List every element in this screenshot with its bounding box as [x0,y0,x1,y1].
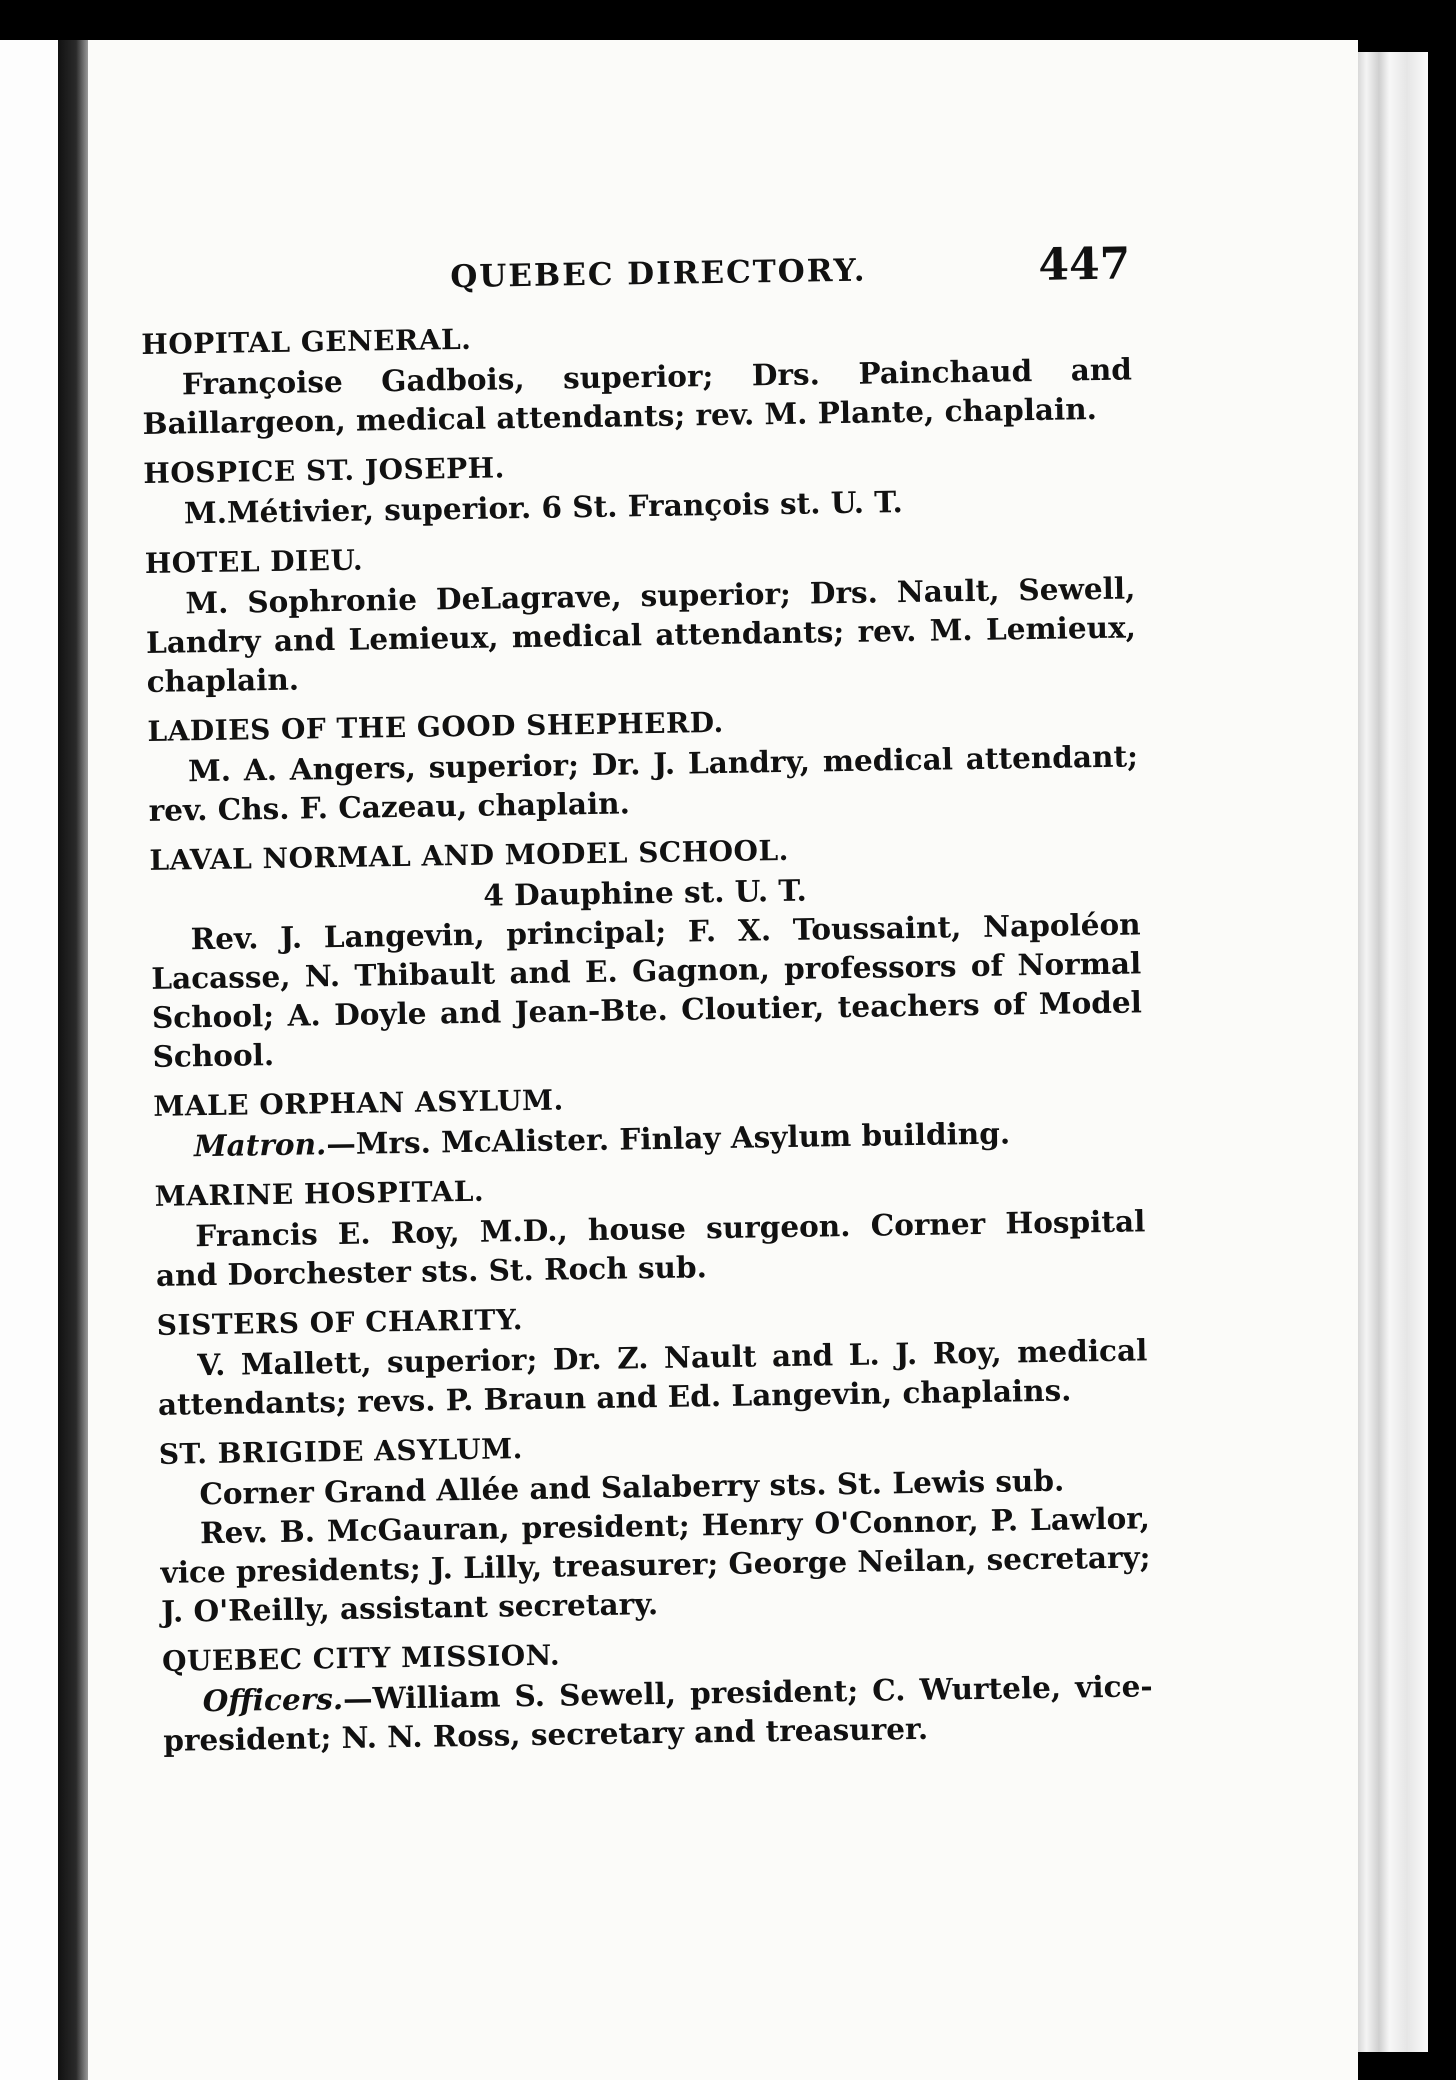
role-label: Officers. [202,1680,344,1719]
entry-text: Rev. B. McGauran, president; Henry O'Connor, P. Lawlor, vice presidents; J. Lilly, treasurer; George Neilan, secretary; J. O'Reilly, assistant secretary. [160,1500,1151,1629]
entry-text: V. Mallett, superior; Dr. Z. Nault and L. J. Roy, medical attendants; revs. P. Braun and Ed. Langevin, chaplains. [157,1332,1148,1422]
entry-address: 4 Dauphine st. U. T. [483,872,808,913]
page-text [140,238,1153,1759]
entry-text: —William S. Sewell, president; C. Wurtele, vice-president; N. N. Ross, secretary and treasurer. [163,1668,1153,1758]
directory-entry [153,1074,1144,1166]
entry-heading: ST. BRIGIDE ASYLUM. [158,1432,524,1471]
entry-text-line [162,1666,1153,1760]
entry-heading: LADIES OF THE GOOD SHEPHERD. [147,705,725,748]
role-label: Matron. [193,1126,327,1164]
running-head-title: QUEBEC DIRECTORY. [450,252,867,296]
entry-text: Corner Grand Allée and Salaberry sts. St. Lewis sub. [199,1462,1065,1512]
page-number: 447 [1037,238,1131,291]
directory-entry [162,1629,1154,1760]
entry-heading: HOSPICE ST. JOSEPH. [143,451,506,490]
entry-text: Francis E. Roy, M.D., house surgeon. Corner Hospital and Dorchester sts. St. Roch sub. [155,1203,1146,1293]
directory-entry [157,1293,1149,1424]
directory-entry [159,1422,1152,1631]
entry-heading: HOPITAL GENERAL. [141,322,472,361]
directory-entry [154,1164,1146,1295]
entry-heading: MARINE HOSPITAL. [154,1174,485,1213]
entry-text: M. A. Angers, superior; Dr. J. Landry, medical attendant; rev. Chs. F. Cazeau, chaplain. [148,738,1139,828]
entry-heading: QUEBEC CITY MISSION. [161,1638,561,1678]
directory-entry [141,312,1133,443]
entry-heading: MALE ORPHAN ASYLUM. [153,1083,565,1123]
entry-text: M. Sophronie DeLagrave, superior; Drs. Nault, Sewell, Landry and Lemieux, medical attendants; rev. M. Lemieux, chaplain. [145,570,1137,699]
directory-entry [149,828,1143,1076]
entry-text: M.Métivier, superior. 6 St. François st. U. T. [183,484,903,531]
entry-heading: HOTEL DIEU. [144,543,364,580]
entry-heading: SISTERS OF CHARITY. [156,1303,524,1342]
book-gutter [58,40,88,2080]
facing-page-edge [0,40,58,2080]
directory-entry [145,531,1137,701]
page-fore-edge [1358,52,1428,2052]
entry-heading: LAVAL NORMAL AND MODEL SCHOOL. [149,833,790,877]
entry-text: Françoise Gadbois, superior; Drs. Painchaud and Baillargeon, medical attendants; rev. M. Plante, chaplain. [142,351,1133,441]
entry-text: Rev. J. Langevin, principal; F. X. Toussaint, Napoléon Lacasse, N. Thibault and E. Gagnon, professors of Normal School; A. Doyle and Jean-Bte. Cloutier, teachers of Model School. [151,906,1143,1074]
directory-entry [143,441,1134,533]
entry-text: —Mrs. McAlister. Finlay Asylum building. [326,1115,1011,1162]
directory-entry [147,699,1139,830]
